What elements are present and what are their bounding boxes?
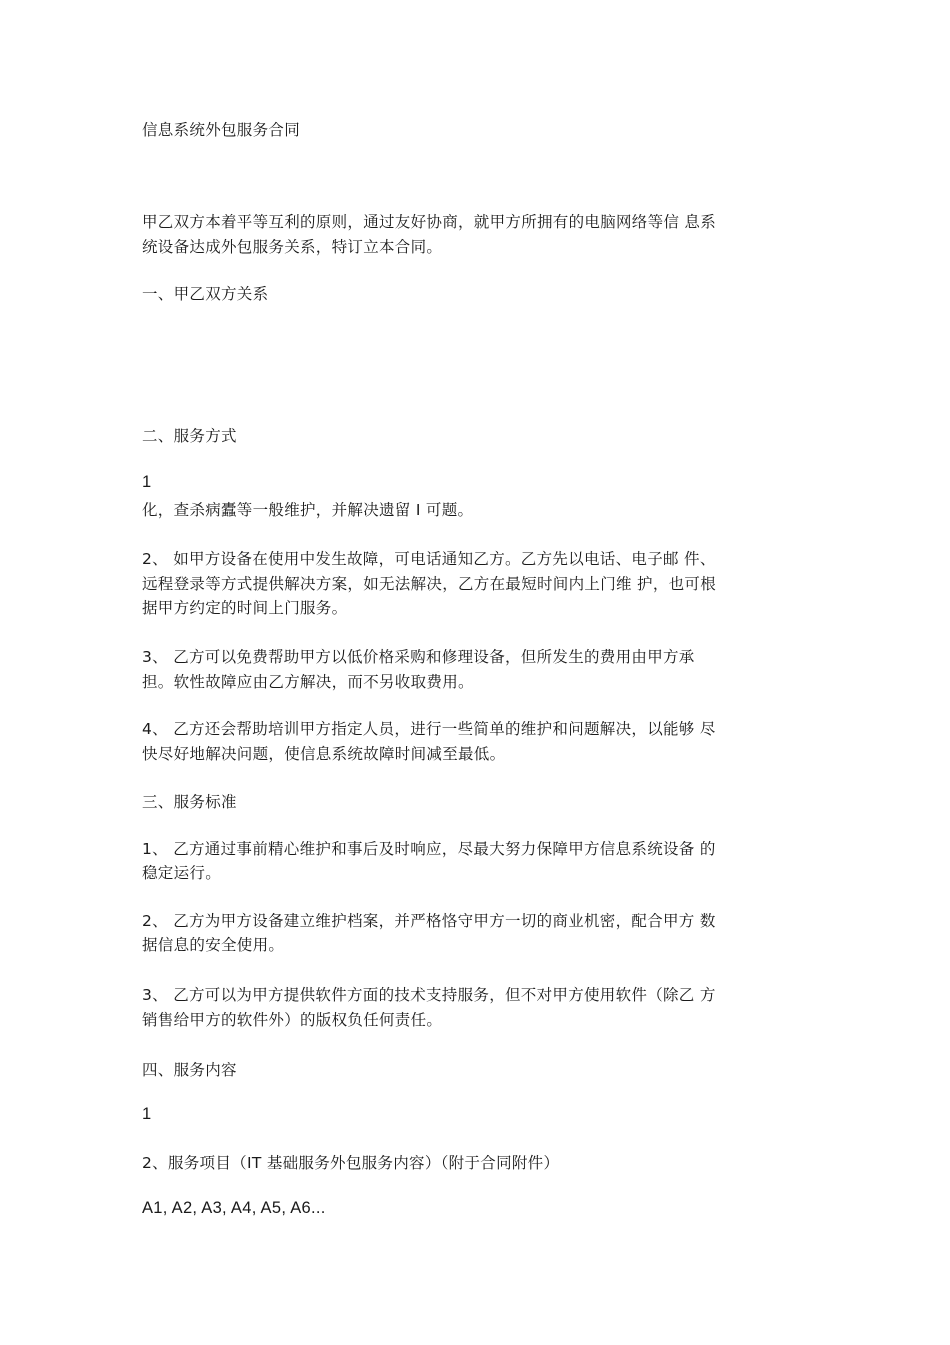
section-2-heading: 二、服务方式: [142, 427, 237, 445]
section-3-item-2-line-2: 据信息的安全使用。: [142, 936, 285, 954]
intro-line-2: 统设备达成外包服务关系，特订立本合同。: [142, 238, 443, 256]
section-4-item-codes: A1, A2, A3, A4, A5, A6...: [142, 1199, 326, 1217]
section-4-heading: 四、服务内容: [142, 1061, 237, 1079]
section-2-item-1-number: 1: [142, 473, 152, 491]
section-3-item-3-line-1: 3、 乙方可以为甲方提供软件方面的技术支持服务，但不对甲方使用软件（除乙 方: [142, 986, 716, 1004]
section-2-item-2-line-2: 远程登录等方式提供解决方案，如无法解决，乙方在最短时间内上门维 护，也可根: [142, 575, 717, 593]
section-2-item-3-line-2: 担。软性故障应由乙方解决，而不另收取费用。: [142, 673, 474, 691]
section-3-item-3-line-2: 销售给甲方的软件外）的版权负任何责任。: [142, 1011, 443, 1029]
section-2-item-3-line-1: 3、 乙方可以免费帮助甲方以低价格采购和修理设备，但所发生的费用由甲方承: [142, 648, 695, 666]
section-3-item-1-line-1: 1、 乙方通过事前精心维护和事后及时响应，尽最大努力保障甲方信息系统设备 的: [142, 840, 716, 858]
section-2-item-1-line-1: 化，查杀病蠹等一般维护，并解决遗留 I 可题。: [142, 501, 474, 519]
intro-line-1: 甲乙双方本着平等互利的原则，通过友好协商，就甲方所拥有的电脑网络等信 息系: [142, 213, 717, 231]
section-3-item-2-line-1: 2、 乙方为甲方设备建立维护档案，并严格恪守甲方一切的商业机密，配合甲方 数: [142, 912, 716, 930]
section-3-heading: 三、服务标准: [142, 793, 237, 811]
section-2-item-2-line-1: 2、 如甲方设备在使用中发生故障，可电话通知乙方。乙方先以电话、电子邮 件、: [142, 550, 716, 568]
section-2-item-4-line-1: 4、 乙方还会帮助培训甲方指定人员，进行一些简单的维护和问题解决，以能够 尽: [142, 720, 716, 738]
section-3-item-1-line-2: 稳定运行。: [142, 864, 222, 882]
section-1-heading: 一、甲乙双方关系: [142, 285, 269, 303]
document-title: 信息系统外包服务合同: [142, 121, 301, 139]
section-4-item-2: 2、服务项目（IT 基础服务外包服务内容）（附于合同附件）: [142, 1154, 560, 1172]
section-2-item-4-line-2: 快尽好地解决问题，使信息系统故障时间减至最低。: [142, 745, 506, 763]
section-4-item-1-number: 1: [142, 1105, 152, 1123]
section-2-item-2-line-3: 据甲方约定的时间上门服务。: [142, 599, 348, 617]
